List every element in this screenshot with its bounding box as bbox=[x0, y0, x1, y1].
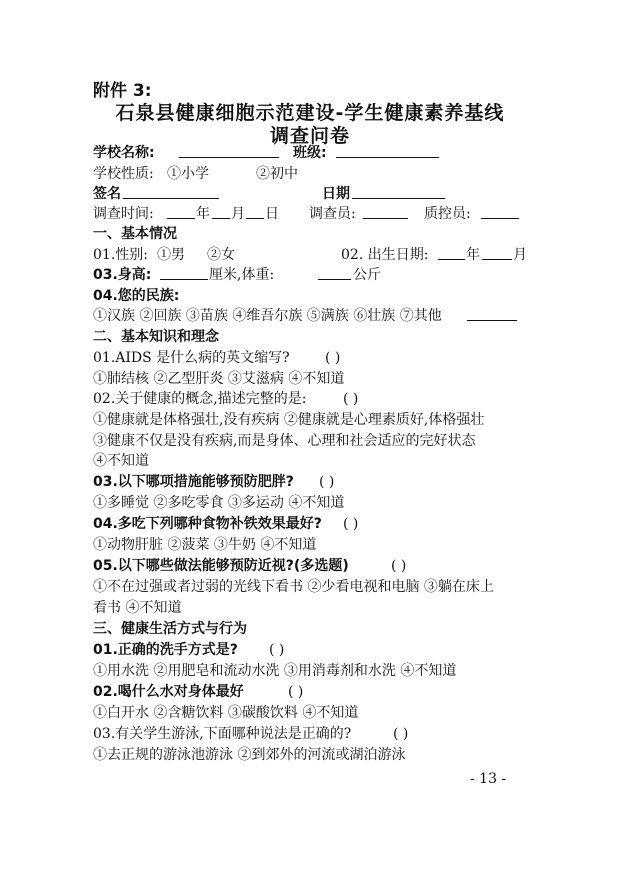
s1-q3-label: 03.身高: bbox=[93, 267, 152, 283]
s2-q2-row bbox=[93, 388, 533, 410]
s1-q1-opt2[interactable]: ②女 bbox=[207, 247, 235, 263]
s1-q1-row bbox=[93, 244, 533, 266]
s2-q1-text: 01.AIDS 是什么病的英文缩写? bbox=[93, 350, 290, 366]
date-label: 日期 bbox=[322, 186, 350, 202]
s2-q2-options-a[interactable]: ①健康就是体格强壮,没有疾病 ②健康就是心理素质好,体格强壮 bbox=[93, 412, 485, 428]
weight-blank[interactable] bbox=[318, 264, 351, 280]
s2-q4-row bbox=[93, 513, 533, 535]
s3-q3-row bbox=[93, 723, 533, 745]
s1-q2-year-blank[interactable] bbox=[438, 244, 465, 260]
s1-q3-kg: 公斤 bbox=[353, 267, 381, 283]
surveyor-label: 调查员: bbox=[309, 206, 356, 222]
class-blank[interactable] bbox=[336, 142, 439, 158]
s2-q3-options[interactable]: ①多睡觉 ②多吃零食 ③多运动 ④不知道 bbox=[93, 495, 345, 511]
s3-q2-row bbox=[93, 681, 533, 703]
page-subtitle: 调查问卷 bbox=[269, 125, 350, 147]
s1-q3-cm: 厘米,体重: bbox=[209, 267, 275, 283]
s3-q2-answer[interactable]: ( ) bbox=[288, 684, 304, 700]
survey-month-blank[interactable] bbox=[212, 203, 230, 219]
surveyor-blank[interactable] bbox=[363, 203, 408, 219]
survey-time-label: 调查时间: bbox=[93, 206, 154, 222]
s1-q1-label: 01.性别: bbox=[93, 247, 148, 263]
s2-q3-row bbox=[93, 471, 533, 493]
survey-day-label: 日 bbox=[265, 206, 279, 222]
s2-q1-answer[interactable]: ( ) bbox=[325, 350, 341, 366]
attachment-label: 附件 3: bbox=[93, 81, 152, 101]
school-name-row bbox=[93, 142, 533, 164]
ethnicity-other-blank[interactable] bbox=[467, 305, 517, 321]
s2-q5-options-b[interactable]: 看书 ④不知道 bbox=[93, 600, 182, 616]
s3-q3-options[interactable]: ①去正规的游泳池游泳 ②到郊外的河流或湖泊游泳 bbox=[93, 747, 406, 763]
s1-q2-month-blank[interactable] bbox=[482, 244, 512, 260]
school-type-label: 学校性质: bbox=[93, 166, 154, 182]
survey-month-label: 月 bbox=[231, 206, 245, 222]
s2-q2-options-c[interactable]: ④不知道 bbox=[93, 453, 149, 469]
s3-q1-text: 01.正确的洗手方式是? bbox=[93, 642, 238, 658]
height-blank[interactable] bbox=[160, 264, 208, 280]
qc-blank[interactable] bbox=[481, 203, 519, 219]
s2-q2-answer[interactable]: ( ) bbox=[343, 391, 359, 407]
s3-q1-answer[interactable]: ( ) bbox=[269, 642, 285, 658]
s1-q2-label: 02. 出生日期: bbox=[341, 247, 429, 263]
s2-q3-answer[interactable]: ( ) bbox=[319, 474, 335, 490]
s1-q4-row bbox=[93, 305, 533, 327]
s1-q3-row bbox=[93, 264, 533, 286]
survey-time-row bbox=[93, 203, 533, 225]
signature-label: 签名 bbox=[93, 186, 121, 202]
page-number: - 13 - bbox=[470, 771, 507, 787]
s2-q4-text: 04.多吃下列哪种食物补铁效果最好? bbox=[93, 516, 322, 532]
s2-q3-text: 03.以下哪项措施能够预防肥胖? bbox=[93, 474, 294, 490]
survey-year-blank[interactable] bbox=[167, 203, 195, 219]
s2-q5-row bbox=[93, 555, 533, 577]
s3-q2-options[interactable]: ①白开水 ②含糖饮料 ③碳酸饮料 ④不知道 bbox=[93, 705, 359, 721]
s3-q2-text: 02.喝什么水对身体最好 bbox=[93, 684, 244, 700]
s2-q2-options-b[interactable]: ③健康不仅是没有疾病,而是身体、心理和社会适应的完好状态 bbox=[93, 433, 476, 449]
s1-q2-month: 月 bbox=[513, 247, 527, 263]
s2-q2-text: 02.关于健康的概念,描述完整的是: bbox=[93, 391, 307, 407]
school-type-junior[interactable]: ②初中 bbox=[256, 166, 298, 182]
school-name-label: 学校名称: bbox=[93, 145, 155, 161]
date-blank[interactable] bbox=[352, 183, 445, 199]
s2-q5-answer[interactable]: ( ) bbox=[391, 558, 407, 574]
survey-year-label: 年 bbox=[196, 206, 210, 222]
s1-q4-options[interactable]: ①汉族 ②回族 ③苗族 ④维吾尔族 ⑤满族 ⑥壮族 ⑦其他 bbox=[93, 308, 442, 324]
school-type-row bbox=[93, 163, 533, 185]
school-type-primary[interactable]: ①小学 bbox=[167, 166, 209, 182]
s1-q4-label: 04.您的民族: bbox=[93, 288, 180, 304]
s2-q1-options[interactable]: ①肺结核 ②乙型肝炎 ③艾滋病 ④不知道 bbox=[93, 371, 345, 387]
qc-label: 质控员: bbox=[424, 206, 471, 222]
school-name-blank[interactable] bbox=[179, 142, 279, 158]
page-title: 石泉县健康细胞示范建设-学生健康素养基线 bbox=[115, 102, 505, 124]
s2-q4-options[interactable]: ①动物肝脏 ②菠菜 ③牛奶 ④不知道 bbox=[93, 537, 317, 553]
section2-heading: 二、基本知识和理念 bbox=[93, 329, 219, 345]
s3-q1-options[interactable]: ①用水洗 ②用肥皂和流动水洗 ③用消毒剂和水洗 ④不知道 bbox=[93, 663, 457, 679]
section3-heading: 三、健康生活方式与行为 bbox=[93, 621, 247, 637]
s2-q5-options-a[interactable]: ①不在过强或者过弱的光线下看书 ②少看电视和电脑 ③躺在床上 bbox=[93, 579, 494, 595]
s1-q2-year: 年 bbox=[466, 247, 480, 263]
s3-q3-text: 03.有关学生游泳,下面哪种说法是正确的? bbox=[93, 726, 352, 742]
section1-heading: 一、基本情况 bbox=[93, 226, 177, 242]
s3-q3-answer[interactable]: ( ) bbox=[393, 726, 409, 742]
signature-blank[interactable] bbox=[123, 183, 219, 199]
s2-q5-text: 05.以下哪些做法能够预防近视?(多选题) bbox=[93, 558, 349, 574]
s2-q1-row bbox=[93, 347, 533, 369]
s2-q4-answer[interactable]: ( ) bbox=[343, 516, 359, 532]
signature-row bbox=[93, 183, 533, 205]
class-label: 班级: bbox=[293, 145, 327, 161]
s1-q1-opt1[interactable]: ①男 bbox=[157, 247, 185, 263]
survey-day-blank[interactable] bbox=[246, 203, 264, 219]
s3-q1-row bbox=[93, 639, 533, 661]
